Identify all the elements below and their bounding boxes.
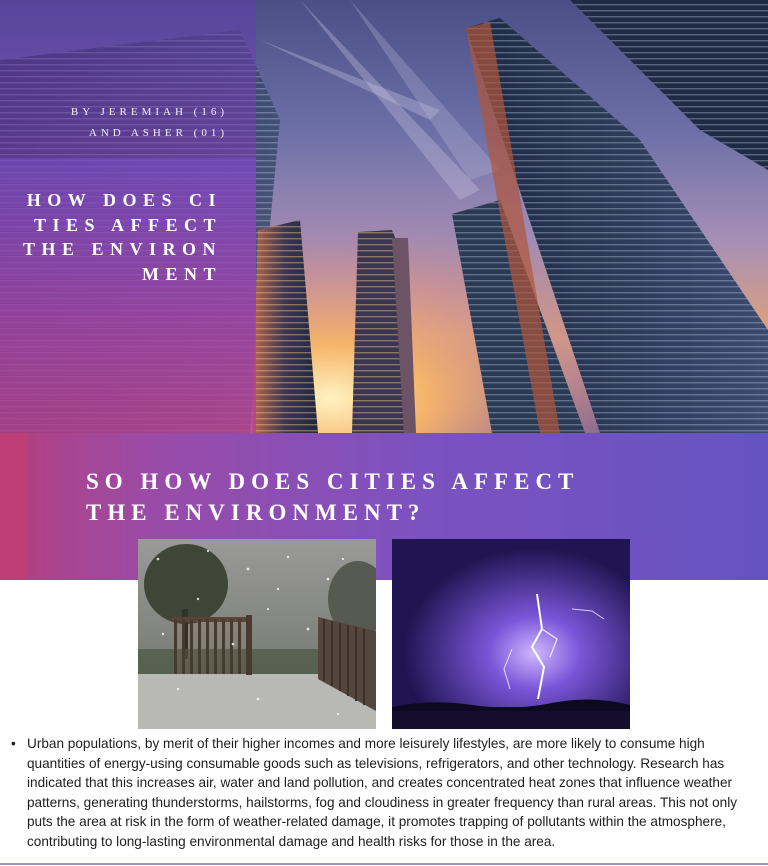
byline-authors: BY JEREMIAH (16) — [70, 106, 228, 118]
band-accent-strip — [0, 433, 28, 580]
bullet-icon: • — [11, 736, 16, 751]
byline-authors-cont: AND ASHER (01) — [88, 127, 228, 139]
bullet-list — [8, 734, 760, 852]
footer-divider — [0, 863, 768, 865]
section-heading: SO HOW DOES CITIES AFFECT THE ENVIRONMENT? — [86, 469, 579, 525]
page-title: HOW DOES CITIES AFFECT THE ENVIRONMENT — [22, 190, 222, 284]
lightning-photo — [392, 539, 630, 729]
hailstorm-photo — [138, 539, 376, 729]
body-paragraph: Urban populations, by merit of their higher incomes and more leisurely lifestyles, are more likely to consume high quantities of energy-using consumable goods such as televisions, refrigerators, and other technology. Research has indicated that this increases air, water and land pollution, and creates concentrated heat zones that influence weather patterns, generating thunderstorms, hailstorms, fog and cloudiness in greater frequency than rural areas. This not only puts the area at risk in the form of weather-related damage, it promotes trapping of pollutants within the atmosphere, contributing to long-lasting environmental damage and health risks for those in the area. — [27, 736, 738, 849]
byline — [0, 102, 228, 144]
list-item — [8, 734, 760, 852]
